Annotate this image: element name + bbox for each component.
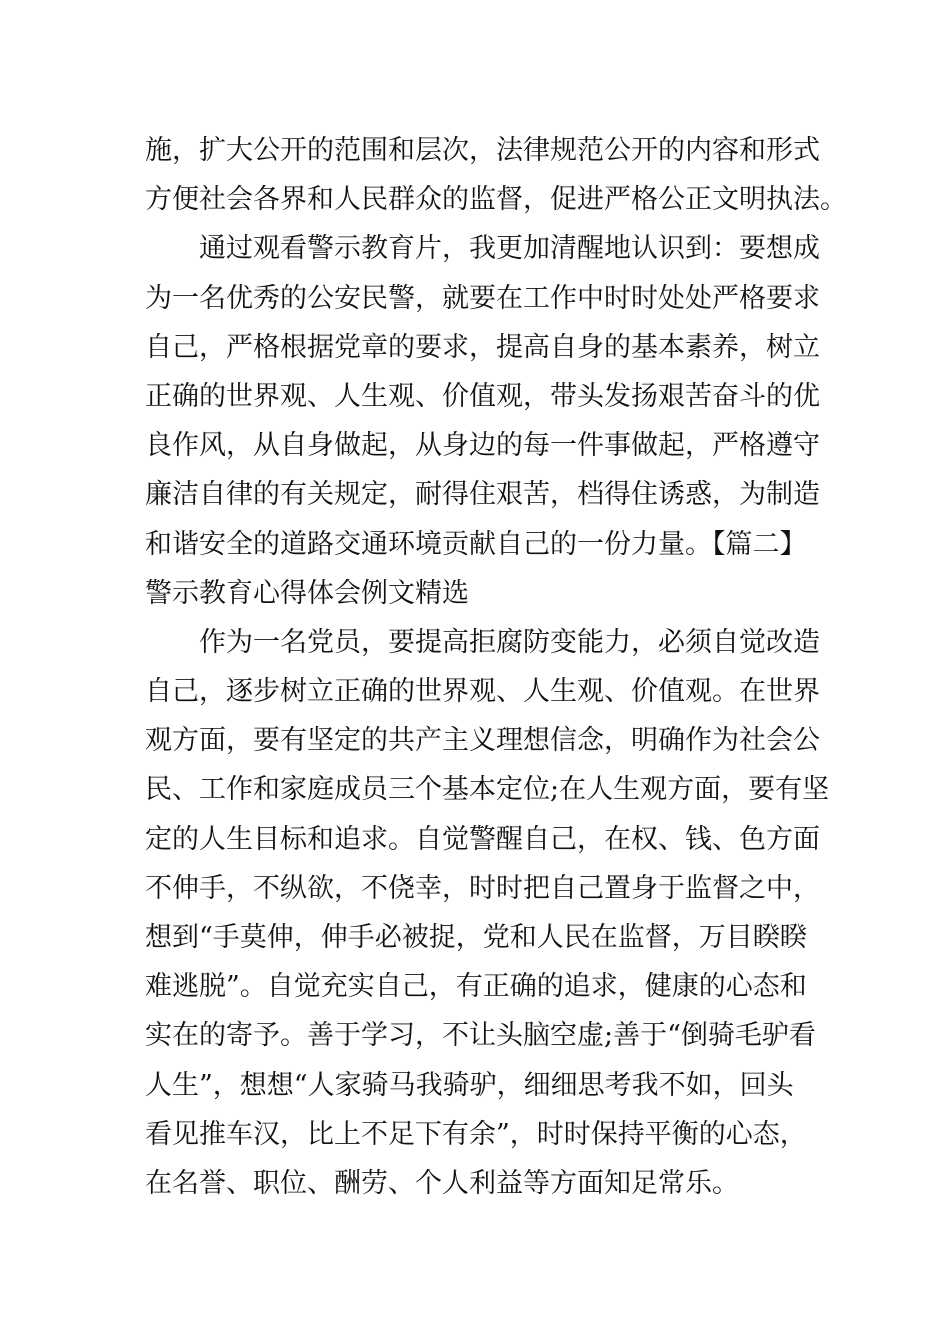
text-line: 人生”，想想“人家骑马我骑驴，细细思考我不如，回头 bbox=[145, 1069, 794, 1101]
text-line: 观方面，要有坚定的共产主义理想信念，明确作为社会公 bbox=[145, 725, 820, 757]
text-line: 在名誉、职位、酬劳、个人利益等方面知足常乐。 bbox=[145, 1167, 739, 1199]
text-line: 定的人生目标和追求。自觉警醒自己，在权、钱、色方面 bbox=[145, 823, 820, 855]
body-text bbox=[145, 126, 847, 1208]
text-line: 看见推车汉，比上不足下有余”，时时保持平衡的心态， bbox=[145, 1118, 807, 1150]
text-line: 正确的世界观、人生观、价值观，带头发扬艰苦奋斗的优 bbox=[145, 380, 820, 412]
text-line: 难逃脱”。自觉充实自己，有正确的追求，健康的心态和 bbox=[145, 971, 807, 1003]
text-line: 不伸手，不纵欲，不侥幸，时时把自己置身于监督之中， bbox=[145, 872, 820, 904]
text-line: 实在的寄予。善于学习，不让头脑空虚;善于“倒骑毛驴看 bbox=[145, 1020, 816, 1052]
text-line: 想到“手莫伸，伸手必被捉，党和人民在监督，万目睽睽 bbox=[145, 922, 807, 953]
paragraph-start-line: 通过观看警示教育片，我更加清醒地认识到：要想成 bbox=[199, 233, 820, 265]
text-line: 民、工作和家庭成员三个基本定位;在人生观方面，要有坚 bbox=[145, 774, 830, 806]
text-line: 自己，逐步树立正确的世界观、人生观、价值观。在世界 bbox=[145, 676, 820, 708]
text-line: 方便社会各界和人民群众的监督，促进严格公正文明执法。 bbox=[145, 184, 847, 216]
text-line: 良作风，从自身做起，从身边的每一件事做起，严格遵守 bbox=[145, 430, 820, 462]
text-line: 为一名优秀的公安民警，就要在工作中时时处处严格要求 bbox=[145, 282, 820, 314]
text-line: 自己，严格根据党章的要求，提高自身的基本素养，树立 bbox=[145, 331, 820, 363]
text-line: 施，扩大公开的范围和层次，法律规范公开的内容和形式 bbox=[145, 135, 820, 166]
text-line: 和谐安全的道路交通环境贡献自己的一份力量。【篇二】 bbox=[145, 528, 807, 560]
paragraph-start-line: 作为一名党员，要提高拒腐防变能力，必须自觉改造 bbox=[199, 626, 820, 658]
text-line: 廉洁自律的有关规定，耐得住艰苦，档得住诱惑，为制造 bbox=[145, 479, 820, 511]
section-title-line: 警示教育心得体会例文精选 bbox=[145, 577, 469, 609]
